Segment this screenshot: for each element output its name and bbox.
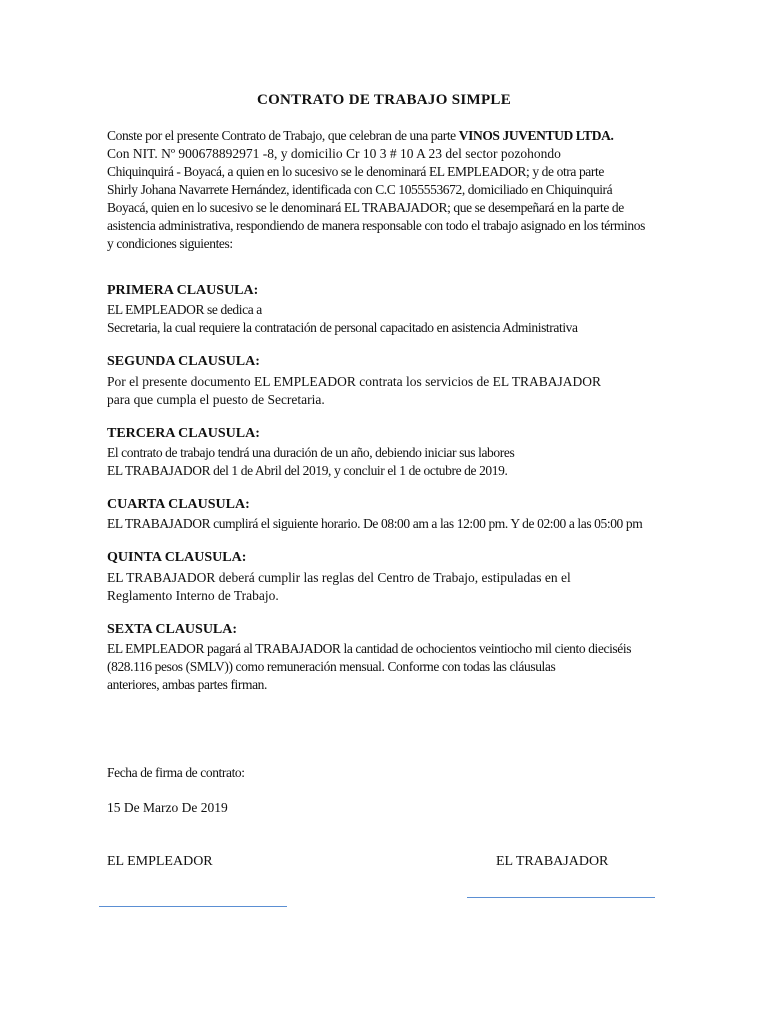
intro-line-7: y condiciones siguientes:	[107, 236, 233, 251]
clause-body-3	[107, 444, 667, 480]
clause-5-line-2: Reglamento Interno de Trabajo.	[107, 588, 279, 603]
clause-heading-3: TERCERA CLAUSULA:	[107, 426, 260, 441]
clause-heading-2: SEGUNDA CLAUSULA:	[107, 354, 260, 369]
clause-body-1	[107, 301, 667, 337]
company-name: VINOS JUVENTUD LTDA.	[458, 128, 614, 143]
clause-heading-4: CUARTA CLAUSULA:	[107, 497, 250, 512]
clause-heading-6: SEXTA CLAUSULA:	[107, 622, 238, 637]
clause-2-line-1: Por el presente documento EL EMPLEADOR contrata los servicios de EL TRABAJADOR	[107, 374, 602, 389]
clause-6-line-3: anteriores, ambas partes firman.	[107, 677, 268, 692]
clause-6-line-1: EL EMPLEADOR pagará al TRABAJADOR la cantidad de ochocientos veintiocho mil ciento dieciséis	[107, 641, 632, 656]
intro-line-6: asistencia administrativa, respondiendo de manera responsable con todo el trabajo asignado en los términos	[107, 218, 645, 233]
clause-body-2	[107, 373, 667, 409]
clause-5-line-1: EL TRABAJADOR deberá cumplir las reglas del Centro de Trabajo, estipuladas en el	[107, 570, 571, 585]
clause-body-4	[107, 515, 667, 533]
clause-body-6	[107, 640, 667, 694]
intro-line-4: Shirly Johana Navarrete Hernández, identificada con C.C 1055553672, domiciliado en Chiquinquirá	[107, 182, 613, 197]
clause-6-line-2: (828.116 pesos (SMLV)) como remuneración mensual. Conforme con todas las cláusulas	[107, 659, 556, 674]
document-title: CONTRATO DE TRABAJO SIMPLE	[256, 92, 512, 108]
intro-line-2: Con NIT. Nº 900678892971 -8, y domicilio Cr 10 3 # 10 A 23 del sector pozohondo	[107, 146, 561, 161]
worker-signature-label: EL TRABAJADOR	[496, 854, 609, 869]
employer-signature-line	[99, 906, 287, 907]
worker-signature-line	[467, 897, 655, 898]
intro-line-5: Boyacá, quien en lo sucesivo se le denominará EL TRABAJADOR; que se desempeñará en la parte de	[107, 200, 624, 215]
intro-line-3: Chiquinquirá - Boyacá, a quien en lo sucesivo se le denominará EL EMPLEADOR; y de otra parte	[107, 164, 604, 179]
clause-1-line-1: EL EMPLEADOR se dedica a	[107, 302, 262, 317]
clause-3-line-2: EL TRABAJADOR del 1 de Abril del 2019, y concluir el 1 de octubre de 2019.	[107, 463, 508, 478]
clause-body-5	[107, 569, 667, 605]
employer-signature-label: EL EMPLEADOR	[107, 854, 213, 869]
clause-1-line-2: Secretaria, la cual requiere la contratación de personal capacitado en asistencia Administrativa	[107, 320, 578, 335]
clause-2-line-2: para que cumpla el puesto de Secretaria.	[107, 392, 325, 407]
clause-4-line-1: EL TRABAJADOR cumplirá el siguiente horario. De 08:00 am a las 12:00 pm. Y de 02:00 a las 05:00 pm	[107, 516, 643, 531]
intro-line-1-prefix: Conste por el presente Contrato de Trabajo, que celebran de una parte	[107, 128, 459, 143]
intro-paragraph	[107, 127, 667, 253]
clause-3-line-1: El contrato de trabajo tendrá una duración de un año, debiendo iniciar sus labores	[107, 445, 515, 460]
clause-heading-1: PRIMERA CLAUSULA:	[107, 283, 259, 298]
intro-line-1	[107, 127, 667, 145]
signing-date-value: 15 De Marzo De 2019	[107, 800, 228, 815]
clause-heading-5: QUINTA CLAUSULA:	[107, 550, 247, 565]
signing-date-label: Fecha de firma de contrato:	[107, 765, 245, 780]
